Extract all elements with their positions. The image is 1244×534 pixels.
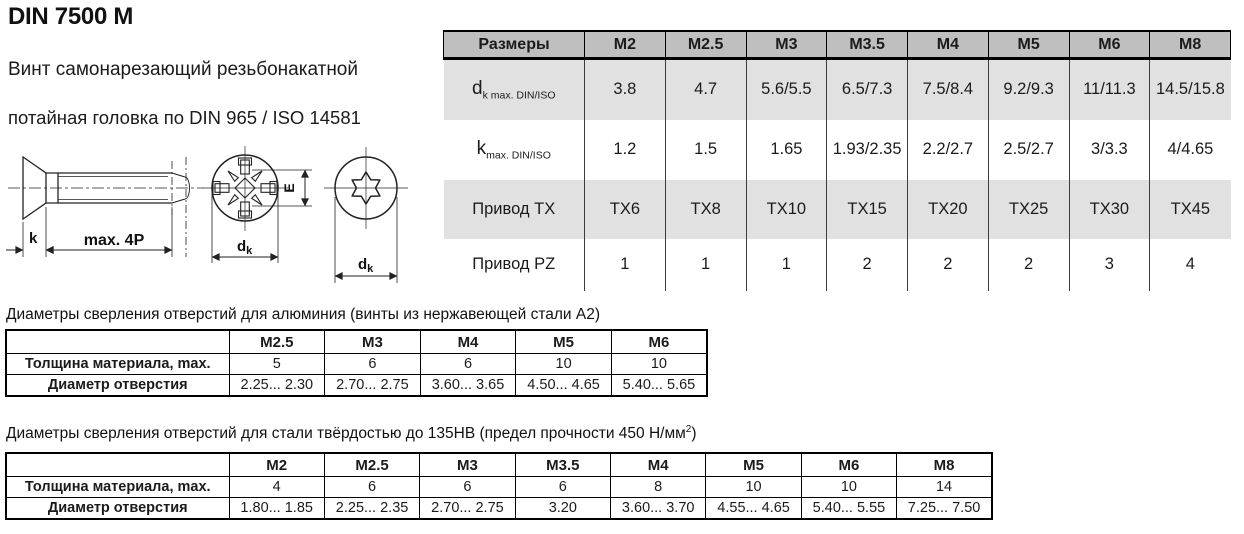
steel-table	[5, 452, 993, 520]
steel-table-header-cell: M8	[897, 453, 992, 477]
main-table-value-cell: 1	[665, 239, 746, 291]
main-table-header-cell: M3	[746, 31, 827, 59]
main-table-value-cell: TX10	[746, 180, 827, 239]
main-table-row	[444, 59, 1231, 120]
main-table-header-row	[444, 31, 1231, 59]
main-table-value-cell: 2	[908, 239, 989, 291]
main-table-value-cell: TX20	[908, 180, 989, 239]
steel-table-value-cell: 8	[611, 477, 706, 498]
aluminum-table-row-label: Диаметр отверстия	[6, 375, 229, 397]
screw-technical-drawing	[0, 145, 440, 300]
aluminum-table-value-cell: 6	[325, 354, 421, 375]
main-table-value-cell: 3/3.3	[1069, 120, 1150, 180]
main-table-header-cell: M3.5	[827, 31, 908, 59]
steel-table-row	[6, 498, 992, 520]
main-table-value-cell: 4	[1150, 239, 1231, 291]
steel-table-header-cell: M6	[801, 453, 896, 477]
main-table-value-cell: 5.6/5.5	[746, 59, 827, 120]
main-table-value-cell: 2.5/2.7	[988, 120, 1069, 180]
aluminum-table	[5, 329, 708, 397]
main-table-value-cell: TX25	[988, 180, 1069, 239]
main-table-value-cell: 7.5/8.4	[908, 59, 989, 120]
main-table-value-cell: 4/4.65	[1150, 120, 1231, 180]
main-table-value-cell: TX8	[665, 180, 746, 239]
steel-table-header-row	[6, 453, 992, 477]
main-table-value-cell: 3	[1069, 239, 1150, 291]
steel-table-header-cell: M3	[420, 453, 515, 477]
main-table-value-cell: 3.8	[585, 59, 666, 120]
main-table-value-cell: 1.5	[665, 120, 746, 180]
main-table-value-cell: TX15	[827, 180, 908, 239]
main-table-value-cell: 2	[988, 239, 1069, 291]
main-table-value-cell: 2.2/2.7	[908, 120, 989, 180]
main-table-value-cell: 14.5/15.8	[1150, 59, 1231, 120]
aluminum-table-title: Диаметры сверления отверстий для алюминия (винты из нержавеющей стали А2)	[6, 306, 601, 323]
steel-table-value-cell: 6	[324, 477, 419, 498]
aluminum-table-header-cell	[6, 330, 229, 354]
steel-table-value-cell: 5.40... 5.55	[801, 498, 896, 520]
steel-table-header-cell	[6, 453, 229, 477]
main-table-header-cell: M2.5	[665, 31, 746, 59]
main-table-header-cell: M2	[585, 31, 666, 59]
aluminum-table-value-cell: 2.25... 2.30	[229, 375, 325, 397]
pozidriv-head-view-drawing	[203, 146, 312, 263]
steel-table-value-cell: 6	[515, 477, 610, 498]
steel-table-value-cell: 7.25... 7.50	[897, 498, 992, 520]
steel-table-value-cell: 6	[420, 477, 515, 498]
steel-table-value-cell: 10	[801, 477, 896, 498]
steel-table-value-cell: 1.80... 1.85	[229, 498, 324, 520]
steel-table-title-sup: 2	[685, 424, 692, 435]
steel-table-title-close: )	[691, 425, 697, 443]
steel-table-row	[6, 477, 992, 498]
main-table-row-label: $k_{max. DIN/ISO}$	[476, 137, 551, 162]
aluminum-table-value-cell: 10	[516, 354, 612, 375]
steel-table-value-cell: 10	[706, 477, 801, 498]
dimension-label-k: k	[29, 230, 38, 247]
main-table-value-cell: TX45	[1150, 180, 1231, 239]
main-table	[443, 30, 1231, 291]
aluminum-table-header-cell: M4	[420, 330, 516, 354]
main-table-header-cell: M8	[1150, 31, 1231, 59]
main-table-value-cell: TX6	[585, 180, 666, 239]
aluminum-table-value-cell: 6	[420, 354, 516, 375]
aluminum-table-header-cell: M6	[611, 330, 707, 354]
steel-table-header-cell: M5	[706, 453, 801, 477]
dimension-label-max-4p: max. 4P	[83, 232, 145, 249]
page-title: DIN 7500 M	[8, 3, 134, 30]
main-table-header-cell: M6	[1069, 31, 1150, 59]
aluminum-table-row	[6, 354, 707, 375]
steel-table-title-text: Диаметры сверления отверстий для стали твёрдостью до 135HB (предел прочности 450 Н/мм	[6, 425, 686, 443]
steel-table-value-cell: 4.55... 4.65	[706, 498, 801, 520]
main-table-value-cell: 1.65	[746, 120, 827, 180]
aluminum-table-header-cell: M3	[325, 330, 421, 354]
aluminum-table-header-cell: M2.5	[229, 330, 325, 354]
steel-table-header-cell: M3.5	[515, 453, 610, 477]
aluminum-table-value-cell: 4.50... 4.65	[516, 375, 612, 397]
steel-table-value-cell: 2.25... 2.35	[324, 498, 419, 520]
steel-table-value-cell: 2.70... 2.75	[420, 498, 515, 520]
aluminum-table-value-cell: 5	[229, 354, 325, 375]
product-name: Винт самонарезающий резьбонакатной	[8, 59, 358, 80]
steel-table-value-cell: 3.20	[515, 498, 610, 520]
main-table-header-cell: M4	[908, 31, 989, 59]
main-table-value-cell: TX30	[1069, 180, 1150, 239]
dimension-label-dk-torx: $d_k$	[358, 256, 374, 275]
main-table-row	[444, 239, 1231, 291]
main-table-value-cell: 1.93/2.35	[827, 120, 908, 180]
aluminum-table-row-label: Толщина материала, max.	[6, 354, 229, 375]
main-table-value-cell: 9.2/9.3	[988, 59, 1069, 120]
steel-table-row-label: Диаметр отверстия	[6, 498, 229, 520]
dimension-label-dk-pz: $d_k$	[237, 238, 253, 257]
main-table-value-cell: 11/11.3	[1069, 59, 1150, 120]
aluminum-table-value-cell: 3.60... 3.65	[420, 375, 516, 397]
steel-table-value-cell: 3.60... 3.70	[611, 498, 706, 520]
main-table-value-cell: 2	[827, 239, 908, 291]
main-table-row-label: Привод PZ	[472, 255, 556, 273]
main-table-value-cell: 4.7	[665, 59, 746, 120]
dimension-label-e: E	[281, 183, 297, 193]
aluminum-table-header-row	[6, 330, 707, 354]
steel-table-title	[6, 424, 697, 443]
aluminum-table-value-cell: 10	[611, 354, 707, 375]
steel-table-row-label: Толщина материала, max.	[6, 477, 229, 498]
main-table-value-cell: 1	[585, 239, 666, 291]
main-table-value-cell: 1	[746, 239, 827, 291]
main-table-row	[444, 120, 1231, 180]
steel-table-header-cell: M2.5	[324, 453, 419, 477]
aluminum-table-value-cell: 2.70... 2.75	[325, 375, 421, 397]
aluminum-table-header-cell: M5	[516, 330, 612, 354]
main-table-row	[444, 180, 1231, 239]
aluminum-table-value-cell: 5.40... 5.65	[611, 375, 707, 397]
main-table-header-cell: Размеры	[444, 31, 585, 59]
main-table-value-cell: 1.2	[585, 120, 666, 180]
main-table-row-label: $d_{k max. DIN/ISO}$	[444, 59, 585, 120]
main-table-value-cell: 6.5/7.3	[827, 59, 908, 120]
main-table-header-cell: M5	[988, 31, 1069, 59]
steel-table-header-cell: M2	[229, 453, 324, 477]
steel-table-header-cell: M4	[611, 453, 706, 477]
main-table-row-label: Привод TX	[444, 180, 585, 239]
steel-table-value-cell: 14	[897, 477, 992, 498]
head-spec: потайная головка по DIN 965 / ISO 14581	[8, 107, 361, 128]
aluminum-table-row	[6, 375, 707, 397]
steel-table-value-cell: 4	[229, 477, 324, 498]
